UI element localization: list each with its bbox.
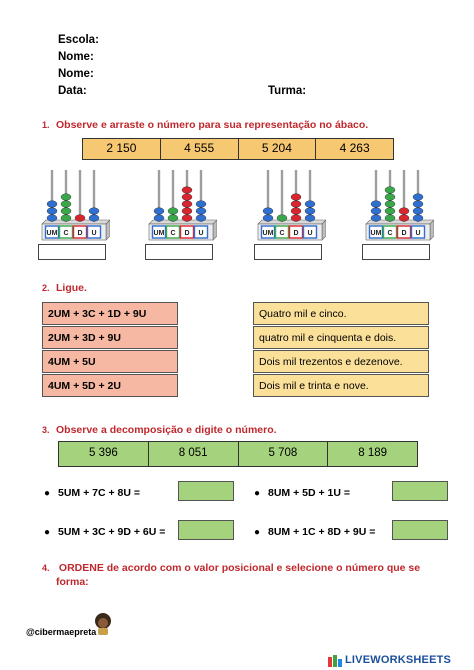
abacus-place-label: UM — [262, 230, 274, 237]
abacus-1-drop-box[interactable] — [38, 244, 106, 260]
question-3-text: Observe a decomposição e digite o número. — [56, 424, 277, 436]
abacus-bead — [89, 215, 99, 222]
abacus-1 — [38, 166, 110, 244]
abacus-place-label: U — [307, 230, 313, 237]
abacus-place-label: D — [401, 230, 407, 237]
abacus-place-label: UM — [370, 230, 382, 237]
abacus-bead — [385, 208, 395, 215]
q3-answer-input[interactable] — [392, 520, 448, 540]
abacus-bead — [182, 187, 192, 194]
q3-expression — [44, 526, 165, 538]
abacus-2-drop-box[interactable] — [145, 244, 213, 260]
ligue-right-item[interactable]: quatro mil e cinquenta e dois. — [253, 326, 429, 349]
question-3-number: 3. — [42, 425, 50, 435]
question-4 — [42, 562, 420, 574]
bullet-icon: ● — [254, 527, 261, 538]
q3-answer-input[interactable] — [392, 481, 448, 501]
abacus-bead — [196, 215, 206, 222]
nome-label-2: Nome: — [58, 68, 94, 80]
abacus-bead — [89, 208, 99, 215]
abacus-bead — [371, 215, 381, 222]
bullet-icon: ● — [44, 488, 51, 499]
abacus-bead — [385, 215, 395, 222]
turma-label: Turma: — [268, 85, 307, 97]
abacus-place-label: D — [77, 230, 83, 237]
bullet-icon: ● — [44, 527, 51, 538]
author-handle: @cibermaepreta — [26, 627, 97, 637]
abacus-bead — [291, 208, 301, 215]
escola-label: Escola: — [58, 34, 99, 46]
ligue-right-item[interactable]: Dois mil trezentos e dezenove. — [253, 350, 429, 373]
abacus-bead — [75, 215, 85, 222]
abacus-rod — [79, 170, 81, 222]
abacus-bead — [61, 201, 71, 208]
q3-number: 8 189 — [358, 447, 388, 459]
abacus-bead — [385, 194, 395, 201]
abacus-place-label: C — [63, 230, 69, 237]
abacus-bead — [196, 201, 206, 208]
ligue-left-item[interactable]: 4UM + 5U — [42, 350, 178, 373]
question-2-text: Ligue. — [56, 282, 87, 294]
q1-number-bank — [82, 138, 394, 160]
question-1 — [42, 119, 368, 131]
ligue-left-item[interactable]: 2UM + 3C + 1D + 9U — [42, 302, 178, 325]
abacus-place-label: C — [387, 230, 393, 237]
abacus-bead — [291, 215, 301, 222]
question-2-number: 2. — [42, 283, 50, 293]
abacus-2 — [145, 166, 217, 244]
q1-draggable-number[interactable]: 5 204 — [239, 139, 317, 159]
abacus-place-label: C — [170, 230, 176, 237]
abacus-bead — [371, 201, 381, 208]
question-3 — [42, 424, 277, 436]
q3-answer-input[interactable] — [178, 520, 234, 540]
abacus-bead — [371, 208, 381, 215]
abacus-bead — [305, 215, 315, 222]
question-4-number: 4. — [42, 563, 50, 573]
question-4-text: ORDENE de acordo com o valor posicional e selecione o número que se — [56, 562, 421, 574]
abacus-place-label: U — [91, 230, 97, 237]
q3-expression — [254, 526, 375, 538]
q1-draggable-number[interactable]: 2 150 — [83, 139, 161, 159]
abacus-rod — [281, 170, 283, 222]
data-label: Data: — [58, 85, 87, 97]
q3-number: 5 708 — [239, 442, 329, 466]
q3-number: 5 396 — [59, 442, 149, 466]
bullet-icon: ● — [254, 488, 261, 499]
abacus-4 — [362, 166, 434, 244]
question-1-number: 1. — [42, 120, 50, 130]
abacus-bead — [61, 194, 71, 201]
q3-expression-text: 5UM + 3C + 9D + 6U = — [58, 526, 166, 538]
ligue-left-item[interactable]: 2UM + 3D + 9U — [42, 326, 178, 349]
abacus-bead — [182, 215, 192, 222]
abacus-bead — [61, 208, 71, 215]
q3-answer-input[interactable] — [178, 481, 234, 501]
question-1-text: Observe e arraste o número para sua representação no ábaco. — [56, 119, 369, 131]
abacus-bead — [413, 215, 423, 222]
liveworksheets-brand: LIVEWORKSHEETS — [345, 654, 452, 666]
abacus-bead — [154, 215, 164, 222]
abacus-4-drawing — [362, 166, 434, 244]
q3-expression — [254, 487, 350, 499]
abacus-bead — [277, 215, 287, 222]
ligue-right-item[interactable]: Quatro mil e cinco. — [253, 302, 429, 325]
abacus-bead — [305, 201, 315, 208]
abacus-bead — [182, 208, 192, 215]
abacus-bead — [399, 208, 409, 215]
abacus-bead — [168, 215, 178, 222]
abacus-bead — [305, 208, 315, 215]
abacus-bead — [291, 201, 301, 208]
q3-number: 8 051 — [149, 442, 239, 466]
q3-expression — [44, 487, 140, 499]
liveworksheets-logo-icon — [328, 654, 342, 666]
abacus-place-label: U — [198, 230, 204, 237]
abacus-bead — [385, 201, 395, 208]
abacus-place-label: U — [415, 230, 421, 237]
abacus-bead — [47, 215, 57, 222]
q3-expression-text: 5UM + 7C + 8U = — [58, 487, 140, 499]
ligue-left-item[interactable]: 4UM + 5D + 2U — [42, 374, 178, 397]
abacus-bead — [168, 208, 178, 215]
abacus-bead — [291, 194, 301, 201]
abacus-2-drawing — [145, 166, 217, 244]
abacus-3-drawing — [254, 166, 326, 244]
abacus-bead — [47, 208, 57, 215]
question-4-text-line2: forma: — [56, 576, 89, 588]
q3-expression-text: 8UM + 1C + 8D + 9U = — [268, 526, 376, 538]
abacus-bead — [182, 194, 192, 201]
q1-draggable-number[interactable]: 4 555 — [161, 139, 239, 159]
abacus-place-label: D — [293, 230, 299, 237]
abacus-bead — [399, 215, 409, 222]
abacus-3 — [254, 166, 326, 244]
abacus-bead — [263, 208, 273, 215]
abacus-bead — [154, 208, 164, 215]
abacus-bead — [263, 215, 273, 222]
abacus-bead — [413, 201, 423, 208]
abacus-place-label: C — [279, 230, 285, 237]
abacus-place-label: D — [184, 230, 190, 237]
abacus-bead — [385, 187, 395, 194]
abacus-place-label: UM — [153, 230, 165, 237]
q3-expression-text: 8UM + 5D + 1U = — [268, 487, 350, 499]
q1-draggable-number[interactable]: 4 263 — [339, 141, 370, 155]
abacus-1-drawing — [38, 166, 110, 244]
abacus-bead — [196, 208, 206, 215]
nome-label-1: Nome: — [58, 51, 94, 63]
author-logo-icon — [92, 612, 114, 636]
ligue-right-item[interactable]: Dois mil e trinta e nove. — [253, 374, 429, 397]
abacus-bead — [413, 194, 423, 201]
abacus-place-label: UM — [46, 230, 58, 237]
abacus-bead — [182, 201, 192, 208]
question-2 — [42, 282, 87, 294]
abacus-bead — [413, 208, 423, 215]
abacus-3-drop-box[interactable] — [254, 244, 322, 260]
abacus-4-drop-box[interactable] — [362, 244, 430, 260]
abacus-bead — [61, 215, 71, 222]
abacus-bead — [47, 201, 57, 208]
q3-number-bank — [58, 441, 418, 467]
